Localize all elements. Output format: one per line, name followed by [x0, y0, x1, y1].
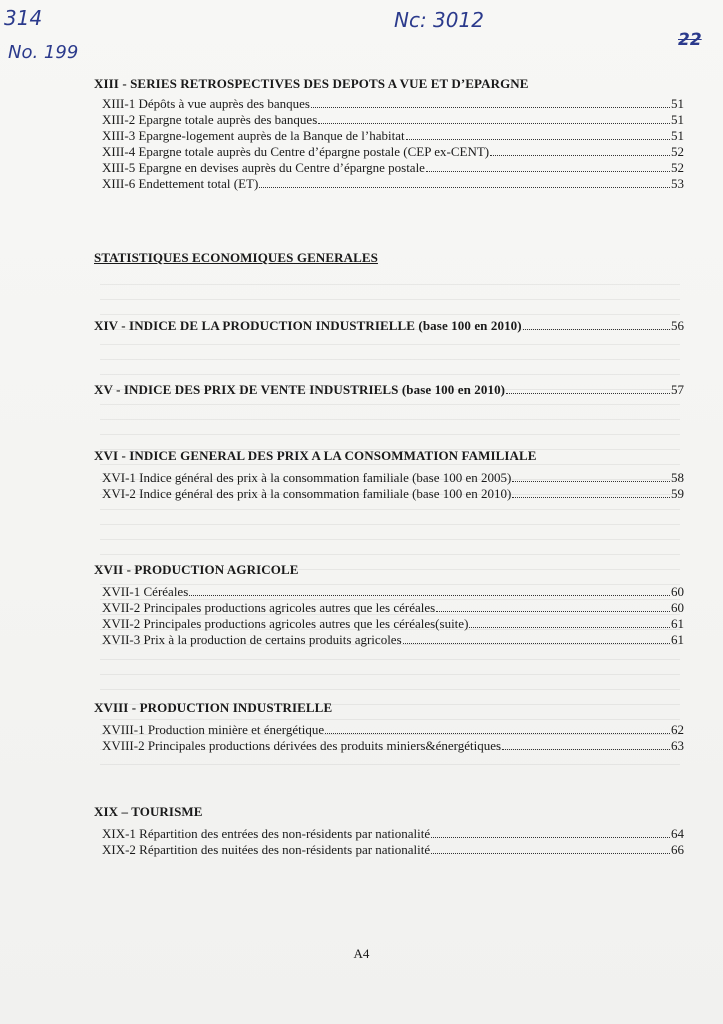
- toc-entry[interactable]: [94, 632, 684, 648]
- toc-page-number: 63: [671, 738, 684, 753]
- toc-entry-label: XIII-3 Epargne-logement auprès de la Banque de l’habitat: [102, 128, 405, 143]
- section-title: XV - INDICE DES PRIX DE VENTE INDUSTRIELS (base 100 en 2010): [94, 382, 506, 397]
- toc-entry-label: XVII-1 Céréales: [102, 584, 189, 599]
- toc-entry-label: XIII-6 Endettement total (ET): [102, 176, 259, 191]
- leader-dots: [426, 161, 670, 172]
- toc-page-number: 64: [671, 826, 684, 841]
- section-title: XVII - PRODUCTION AGRICOLE: [94, 562, 299, 577]
- toc-page-number: 62: [671, 722, 684, 737]
- toc-page-number: 57: [671, 382, 684, 397]
- toc-entry[interactable]: [94, 826, 684, 842]
- toc-page-number: 52: [671, 144, 684, 159]
- toc-entry-label: XVIII-2 Principales productions dérivées des produits miniers&énergétiques: [102, 738, 502, 753]
- section-xvii: [94, 562, 684, 648]
- toc-entry[interactable]: [94, 160, 684, 176]
- handwritten-number-top-left: 314: [4, 6, 43, 30]
- section-xix: [94, 804, 684, 858]
- toc-entry-label: XVI-2 Indice général des prix à la consommation familiale (base 100 en 2010): [102, 486, 512, 501]
- toc-entry-label: XIX-2 Répartition des nuitées des non-résidents par nationalité: [102, 842, 431, 857]
- toc-entry-label: XIII-1 Dépôts à vue auprès des banques: [102, 96, 310, 111]
- section-title: XIV - INDICE DE LA PRODUCTION INDUSTRIELLE (base 100 en 2010): [94, 318, 522, 333]
- toc-entry-label: XVI-1 Indice général des prix à la consommation familiale (base 100 en 2005): [102, 470, 512, 485]
- toc-entry-label: XVII-3 Prix à la production de certains produits agricoles: [102, 632, 402, 647]
- leader-dots: [431, 843, 670, 854]
- leader-dots: [502, 739, 670, 750]
- leader-dots: [506, 383, 670, 394]
- leader-dots: [431, 827, 670, 838]
- toc-entry[interactable]: [94, 96, 684, 112]
- toc-page-number: 51: [671, 112, 684, 127]
- toc-page-number: 56: [671, 318, 684, 333]
- leader-dots: [512, 471, 670, 482]
- bleed-through-texture: [100, 270, 680, 770]
- leader-dots: [189, 585, 670, 596]
- toc-page-number: 60: [671, 600, 684, 615]
- section-xiii: [94, 76, 684, 192]
- leader-dots: [318, 113, 670, 124]
- toc-entry[interactable]: [94, 616, 684, 632]
- toc-entry[interactable]: [94, 128, 684, 144]
- toc-page-number: 59: [671, 486, 684, 501]
- handwritten-mark-top-right: 22: [678, 30, 702, 50]
- section-title: XVI - INDICE GENERAL DES PRIX A LA CONSOMMATION FAMILIALE: [94, 448, 537, 463]
- toc-page-number: 52: [671, 160, 684, 175]
- toc-entry-label: XIII-5 Epargne en devises auprès du Centre d’épargne postale: [102, 160, 425, 175]
- toc-page-number: 61: [671, 632, 684, 647]
- toc-page-number: 51: [671, 96, 684, 111]
- section-xiv[interactable]: [94, 318, 684, 334]
- toc-page-number: 60: [671, 584, 684, 599]
- section-title: XIX – TOURISME: [94, 804, 203, 819]
- leader-dots: [259, 177, 670, 188]
- handwritten-nc-note: Nc: 3012: [394, 8, 484, 32]
- toc-page-number: 51: [671, 128, 684, 143]
- leader-dots: [512, 487, 670, 498]
- toc-page-number: 66: [671, 842, 684, 857]
- toc-entry[interactable]: [94, 112, 684, 128]
- leader-dots: [403, 633, 670, 644]
- toc-entry-label: XIII-4 Epargne totale auprès du Centre d’épargne postale (CEP ex-CENT): [102, 144, 490, 159]
- section-xvi: [94, 448, 684, 502]
- toc-entry[interactable]: [94, 722, 684, 738]
- toc-entry-label: XVII-2 Principales productions agricoles autres que les céréales(suite): [102, 616, 469, 631]
- toc-entry[interactable]: [94, 470, 684, 486]
- handwritten-reference-number: No. 199: [8, 42, 79, 63]
- stats-heading-block: [94, 250, 684, 266]
- toc-page-number: 61: [671, 616, 684, 631]
- statistics-heading: STATISTIQUES ECONOMIQUES GENERALES: [94, 250, 378, 265]
- page-footer-number: A4: [353, 946, 370, 961]
- section-xv[interactable]: [94, 382, 684, 398]
- toc-entry-label: XVII-2 Principales productions agricoles autres que les céréales: [102, 600, 436, 615]
- toc-entry[interactable]: [94, 144, 684, 160]
- toc-entry[interactable]: [94, 842, 684, 858]
- toc-entry[interactable]: [94, 176, 684, 192]
- toc-entry-label: XIII-2 Epargne totale auprès des banques: [102, 112, 318, 127]
- toc-page-number: 53: [671, 176, 684, 191]
- toc-entry[interactable]: [94, 738, 684, 754]
- toc-entry-label: XIX-1 Répartition des entrées des non-résidents par nationalité: [102, 826, 431, 841]
- toc-entry-label: XVIII-1 Production minière et énergétique: [102, 722, 325, 737]
- section-xviii: [94, 700, 684, 754]
- section-title: XIII - SERIES RETROSPECTIVES DES DEPOTS A VUE ET D’EPARGNE: [94, 76, 529, 91]
- leader-dots: [490, 145, 670, 156]
- leader-dots: [469, 617, 670, 628]
- toc-entry[interactable]: [94, 486, 684, 502]
- leader-dots: [406, 129, 670, 140]
- toc-entry[interactable]: [94, 584, 684, 600]
- leader-dots: [311, 97, 670, 108]
- leader-dots: [436, 601, 670, 612]
- toc-entry[interactable]: [94, 600, 684, 616]
- leader-dots: [325, 723, 670, 734]
- section-title: XVIII - PRODUCTION INDUSTRIELLE: [94, 700, 333, 715]
- toc-page-number: 58: [671, 470, 684, 485]
- leader-dots: [523, 319, 670, 330]
